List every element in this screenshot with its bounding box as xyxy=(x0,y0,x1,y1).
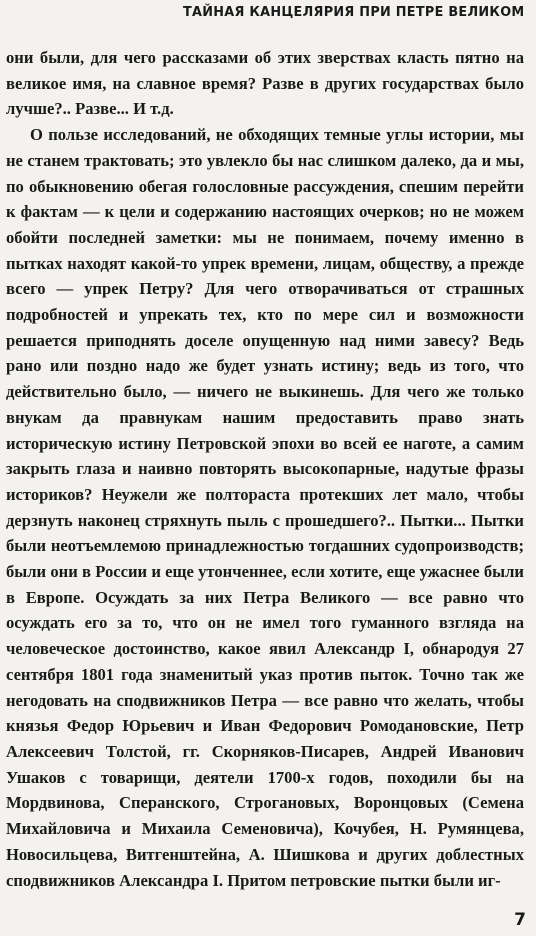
body-text xyxy=(6,45,524,893)
paragraph-continuation: они были, для чего рассказами об этих зверствах класть пятно на великое имя, на славное время? Разве в других государствах было лучше?.. Разве... И т.д. xyxy=(6,48,524,119)
page-number: 7 xyxy=(514,910,526,930)
paragraph: О пользе исследований, не обходящих темные углы истории, мы не станем трактовать; это увлекло бы нас слишком далеко, да и мы, по обыкновению обегая голословные рассуждения, спешим перейти к фактам — к цели и содержанию настоящих очерков; но не можем обойти последней заметки: мы не понимаем, почему именно в пытках находят какой-то упрек времени, лицам, обществу, а прежде всего — упрек Петру? Для чего отворачиваться от страшных подробностей и упрекать тех, кто по мере сил и возможности решается приподнять доселе опущенную над ними завесу? Ведь рано или поздно надо же будет узнать истину; ведь из того, что действительно было, — ничего не выкинешь. Для чего же только внукам да правнукам нашим предоставить право знать историческую истину Петровской эпохи во всей ее наготе, а самим закрыть глаза и наивно повторять высокопарные, надутые фразы историков? Неужели же полтораста протекших лет мало, чтобы дерзнуть наконец стряхнуть пыль с прошедшего?.. Пытки... Пытки были неотъемлемою принадлежностью тогдашних судопроизводств; были они в России и еще утонченнее, если хотите, еще ужаснее были в Европе. Осуждать за них Петра Великого — все равно что осуждать его за то, что он не имел того гуманного взгляда на человеческое достоинство, какое явил Александр I, обнародуя 27 сентября 1801 года знаменитый указ против пыток. Точно так же негодовать на сподвижников Петра — все равно что желать, чтобы князья Федор Юрьевич и Иван Федорович Ромодановские, Петр Алексеевич Толстой, гг. Скорняков-Писарев, Андрей Иванович Ушаков с товарищи, деятели 1700-х годов, походили бы на Мордвинова, Сперанского, Строгановых, Воронцовых (Семена Михайловича и Михаила Семеновича), Кочубея, Н. Румянцева, Новосильцева, Витгенштейна, А. Шишкова и других доблестных сподвижников Александра I. Притом петровские пытки были иг- xyxy=(6,125,524,890)
running-header: ТАЙНАЯ КАНЦЕЛЯРИЯ ПРИ ПЕТРЕ ВЕЛИКОМ xyxy=(182,4,524,20)
